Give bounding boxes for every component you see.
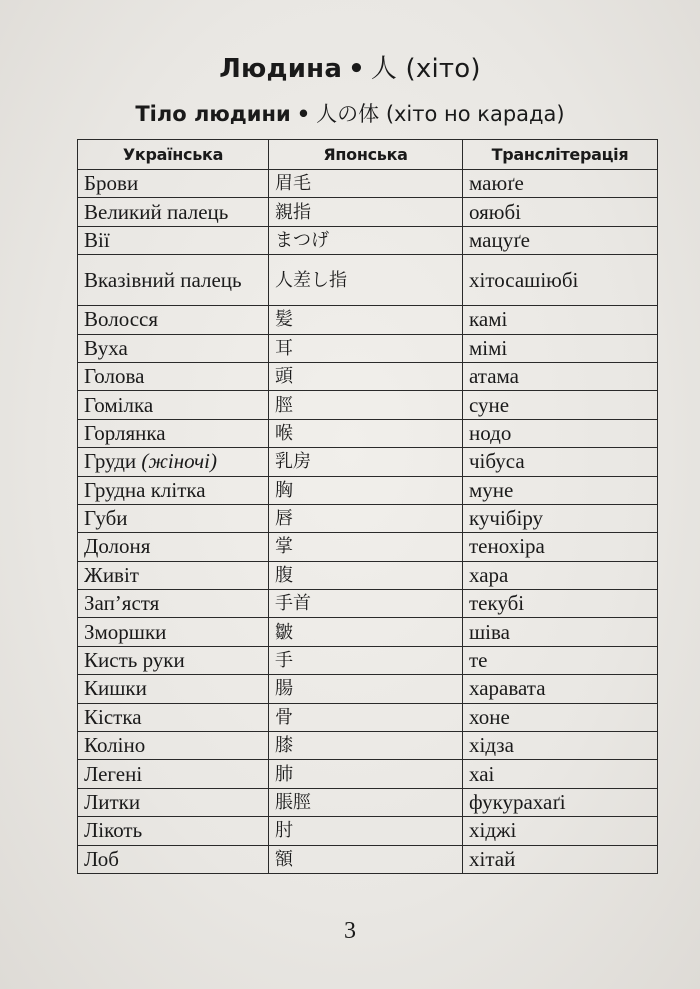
cell-japanese: 親指 [269, 198, 463, 226]
column-header-japanese: Японська [269, 140, 463, 170]
cell-ukrainian: Великий палець [78, 198, 269, 226]
table-row [78, 504, 658, 532]
cell-japanese: 胸 [269, 476, 463, 504]
cell-ukrainian: Зап’ястя [78, 590, 269, 618]
page-title [0, 48, 700, 85]
cell-ukrainian: Кисть руки [78, 646, 269, 674]
cell-japanese: 耳 [269, 334, 463, 362]
table-row [78, 170, 658, 198]
table-row [78, 334, 658, 362]
table-row [78, 760, 658, 788]
cell-japanese: 乳房 [269, 448, 463, 476]
cell-japanese: 膝 [269, 732, 463, 760]
cell-ukrainian: Губи [78, 504, 269, 532]
table-row [78, 618, 658, 646]
cell-transliteration: хідза [463, 732, 658, 760]
table-row [78, 226, 658, 254]
cell-japanese: 肺 [269, 760, 463, 788]
cell-japanese: 人差し指 [269, 255, 463, 306]
cell-transliteration: хітосашіюбі [463, 255, 658, 306]
cell-ukrainian: Брови [78, 170, 269, 198]
cell-ukrainian: Вказівний палець [78, 255, 269, 306]
cell-japanese: 皺 [269, 618, 463, 646]
cell-ukrainian: Лоб [78, 845, 269, 873]
cell-ukrainian: Вуха [78, 334, 269, 362]
cell-japanese: 手首 [269, 590, 463, 618]
table-row [78, 198, 658, 226]
cell-ukrainian: Голова [78, 362, 269, 390]
cell-transliteration: маюґе [463, 170, 658, 198]
table-row [78, 817, 658, 845]
title-separator: • [348, 54, 365, 84]
cell-transliteration: мімі [463, 334, 658, 362]
cell-transliteration: хоне [463, 703, 658, 731]
cell-transliteration: ояюбі [463, 198, 658, 226]
cell-japanese: 掌 [269, 533, 463, 561]
cell-ukrainian-note: (жіночі) [141, 449, 217, 474]
table-header-row [78, 140, 658, 170]
cell-ukrainian [78, 448, 269, 476]
cell-ukrainian: Гомілка [78, 391, 269, 419]
cell-transliteration: муне [463, 476, 658, 504]
cell-transliteration: фукурахаґі [463, 788, 658, 816]
cell-ukrainian-word: Груди [84, 449, 137, 474]
table-row [78, 675, 658, 703]
cell-transliteration: хіджі [463, 817, 658, 845]
cell-japanese: 喉 [269, 419, 463, 447]
table-row [78, 788, 658, 816]
cell-ukrainian: Живіт [78, 561, 269, 589]
cell-japanese: 眉毛 [269, 170, 463, 198]
table-row [78, 533, 658, 561]
cell-ukrainian: Горлянка [78, 419, 269, 447]
cell-ukrainian: Вії [78, 226, 269, 254]
table-row [78, 845, 658, 873]
cell-ukrainian: Долоня [78, 533, 269, 561]
cell-japanese: 腹 [269, 561, 463, 589]
cell-transliteration: камі [463, 306, 658, 334]
table-row [78, 419, 658, 447]
cell-japanese: まつげ [269, 226, 463, 254]
table-row [78, 732, 658, 760]
cell-japanese: 手 [269, 646, 463, 674]
cell-transliteration: мацуґе [463, 226, 658, 254]
cell-japanese: 骨 [269, 703, 463, 731]
cell-transliteration: тенохіра [463, 533, 658, 561]
table-row [78, 646, 658, 674]
subtitle-separator: • [296, 102, 311, 126]
table-row [78, 255, 658, 306]
cell-transliteration: хітай [463, 845, 658, 873]
page-number: 3 [344, 918, 356, 944]
column-header-ukrainian: Українська [78, 140, 269, 170]
cell-japanese: 脛 [269, 391, 463, 419]
cell-ukrainian: Коліно [78, 732, 269, 760]
subtitle-ukrainian: Тіло людини [135, 102, 291, 126]
table-row [78, 448, 658, 476]
column-header-transliteration: Транслітерація [463, 140, 658, 170]
cell-transliteration: те [463, 646, 658, 674]
cell-japanese: 腸 [269, 675, 463, 703]
cell-transliteration: кучібіру [463, 504, 658, 532]
cell-japanese: 頭 [269, 362, 463, 390]
cell-japanese: 額 [269, 845, 463, 873]
cell-japanese: 唇 [269, 504, 463, 532]
cell-ukrainian: Легені [78, 760, 269, 788]
cell-ukrainian: Грудна клітка [78, 476, 269, 504]
cell-transliteration: нодо [463, 419, 658, 447]
cell-transliteration: шіва [463, 618, 658, 646]
vocabulary-table [77, 139, 658, 874]
table-row [78, 590, 658, 618]
cell-ukrainian: Лікоть [78, 817, 269, 845]
cell-transliteration: хара [463, 561, 658, 589]
cell-japanese: 髪 [269, 306, 463, 334]
cell-ukrainian: Литки [78, 788, 269, 816]
cell-ukrainian: Зморшки [78, 618, 269, 646]
table-row [78, 391, 658, 419]
table-row [78, 306, 658, 334]
table-row [78, 703, 658, 731]
cell-transliteration: харавата [463, 675, 658, 703]
cell-ukrainian: Волосся [78, 306, 269, 334]
cell-japanese: 脹脛 [269, 788, 463, 816]
cell-transliteration: текубі [463, 590, 658, 618]
cell-transliteration: хаі [463, 760, 658, 788]
subtitle-japanese: 人の体 (хіто но карада) [316, 102, 565, 126]
cell-japanese: 肘 [269, 817, 463, 845]
table-row [78, 362, 658, 390]
cell-transliteration: суне [463, 391, 658, 419]
cell-transliteration: атама [463, 362, 658, 390]
table-row [78, 476, 658, 504]
table-row [78, 561, 658, 589]
cell-transliteration: чібуса [463, 448, 658, 476]
title-japanese: 人 (хіто) [370, 54, 481, 84]
cell-ukrainian: Кістка [78, 703, 269, 731]
cell-ukrainian: Кишки [78, 675, 269, 703]
page-subtitle [0, 98, 700, 128]
title-ukrainian: Людина [219, 54, 343, 84]
